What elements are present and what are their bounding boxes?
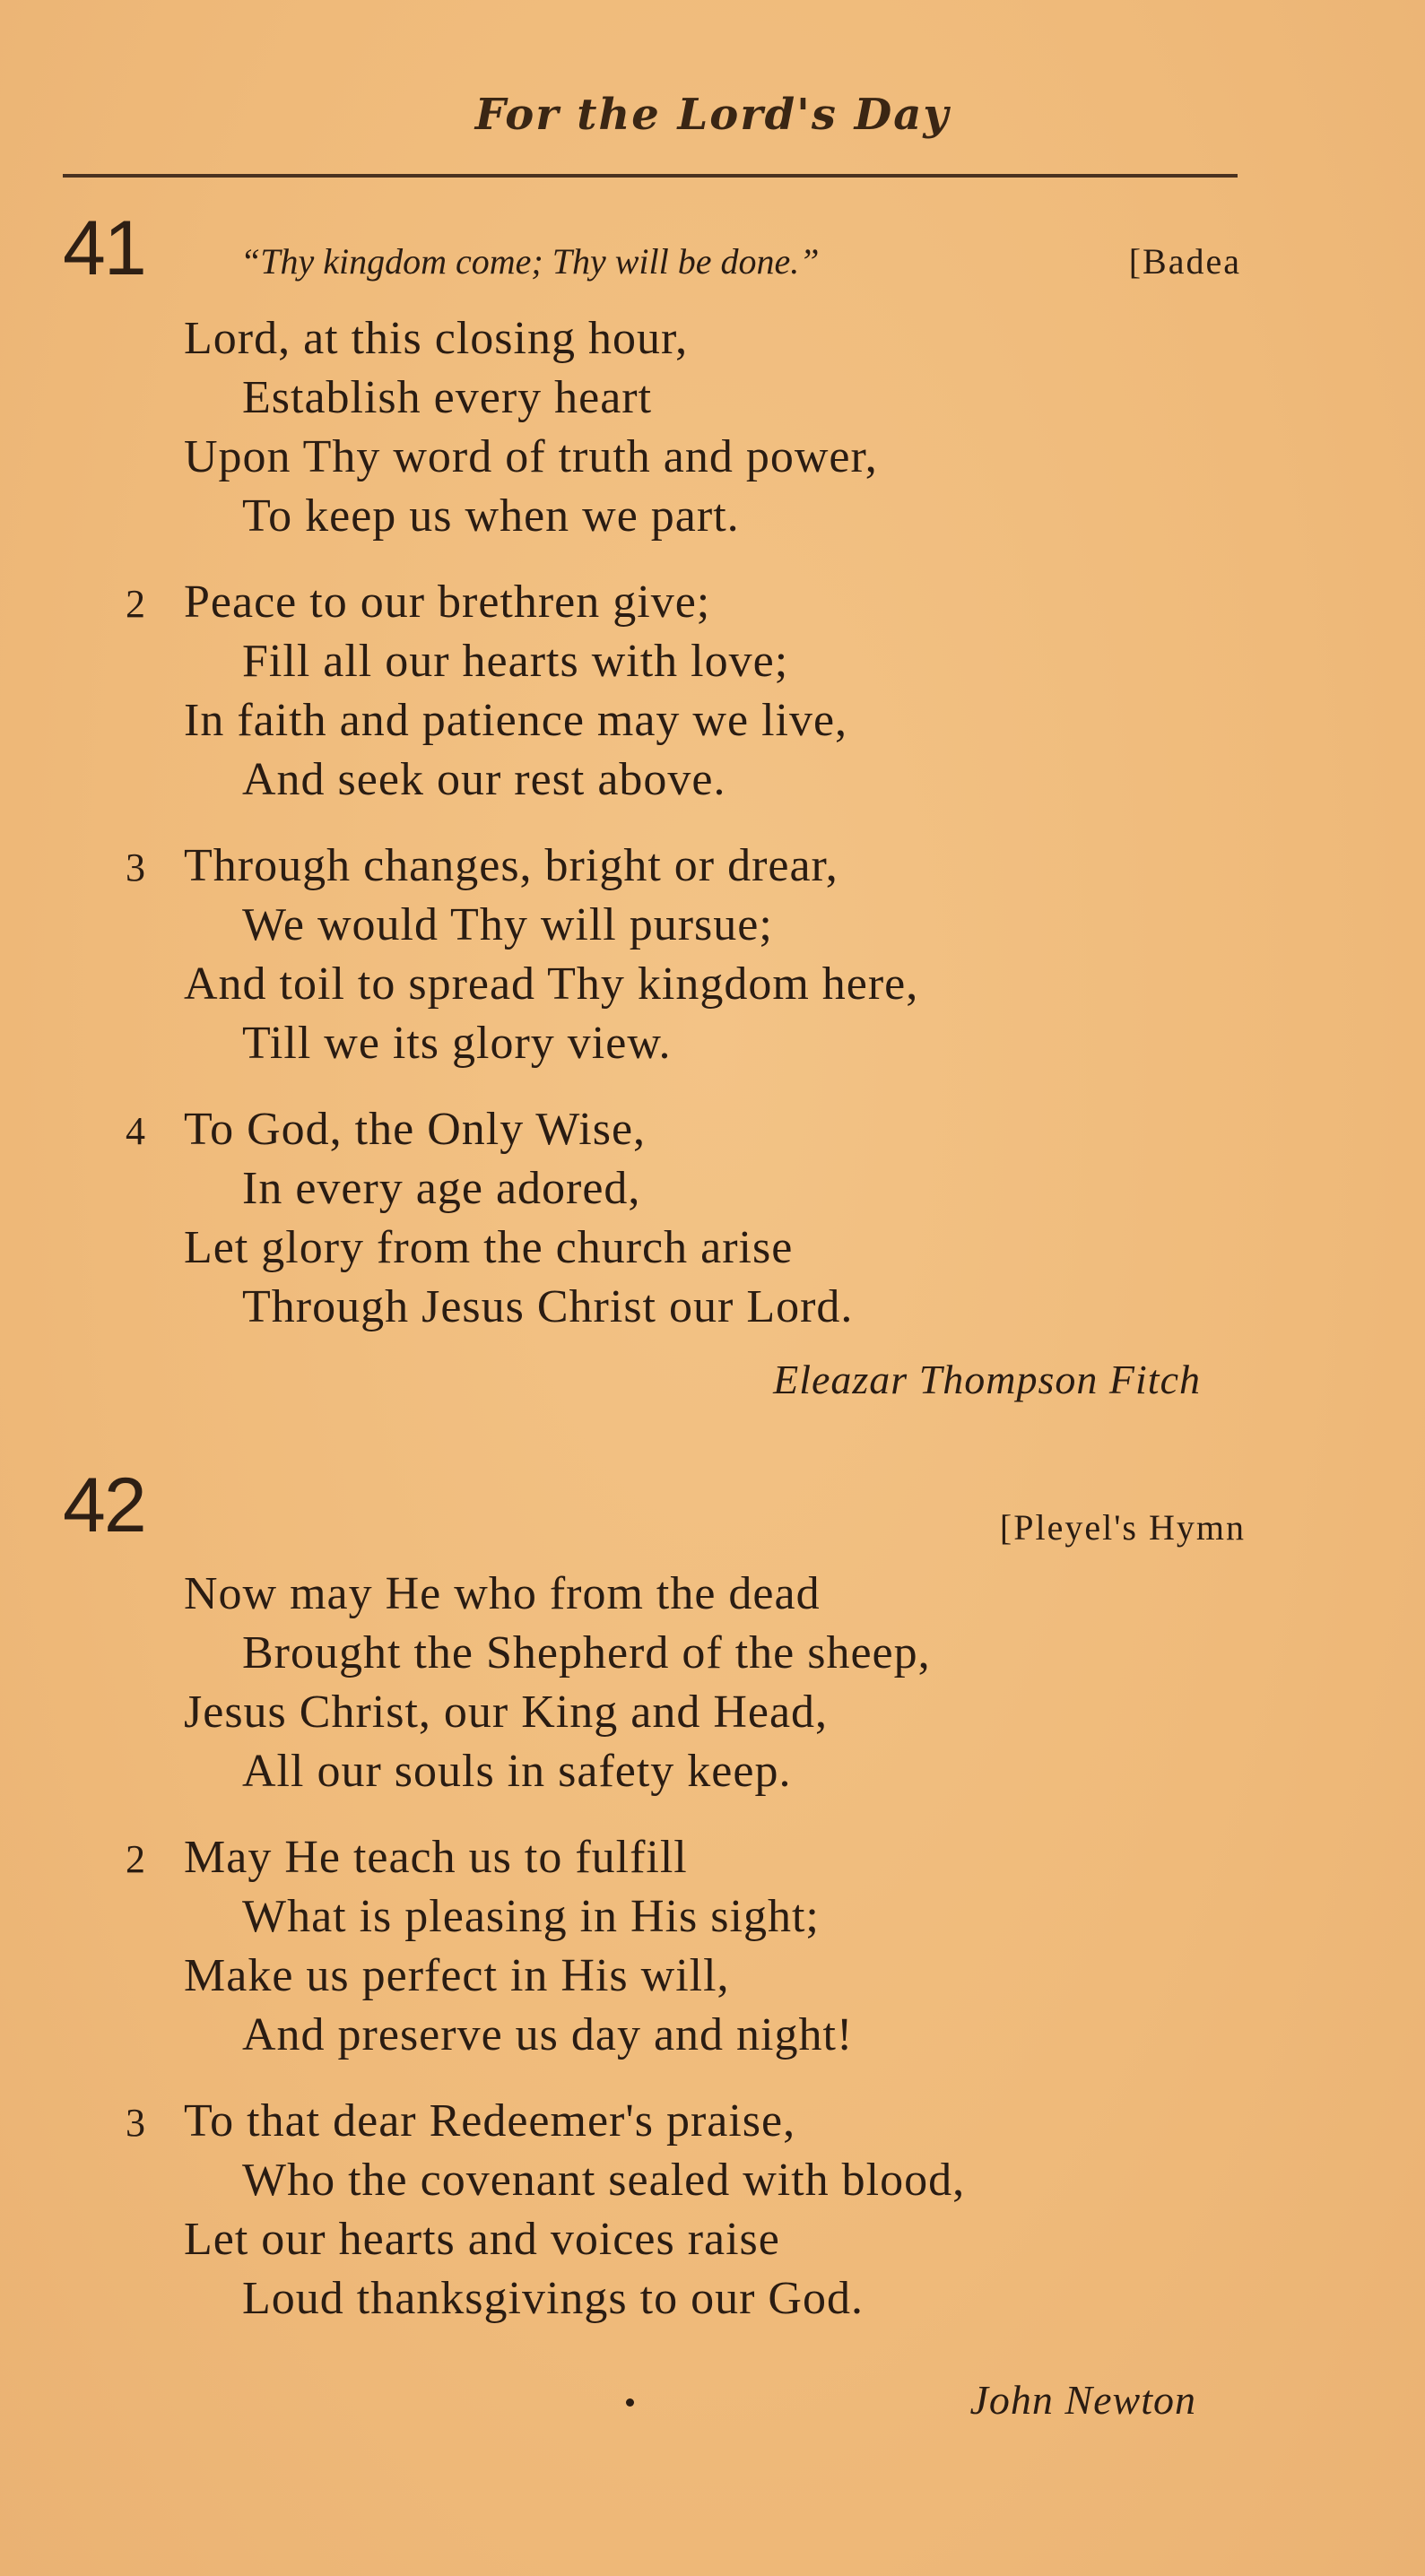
verse-line: All our souls in safety keep. — [242, 1746, 792, 1797]
printer-dot — [626, 2398, 634, 2407]
verse-line: And toil to spread Thy kingdom here, — [184, 958, 919, 1010]
hymn-author: Eleazar Thompson Fitch — [773, 1357, 1201, 1402]
verse-line: Through changes, bright or drear, — [184, 840, 838, 891]
verse-line: In faith and patience may we live, — [184, 695, 848, 746]
verse-line: What is pleasing in His sight; — [242, 1891, 820, 1942]
verse-line: Now may He who from the dead — [184, 1568, 821, 1619]
verse-line: To keep us when we part. — [242, 490, 740, 542]
verse-line: Loud thanksgivings to our God. — [242, 2273, 864, 2324]
verse-number: 3 — [126, 2101, 145, 2145]
verse-line: Who the covenant sealed with blood, — [242, 2155, 966, 2206]
verse-number: 3 — [126, 846, 145, 889]
verse-line: May He teach us to fulfill — [184, 1832, 688, 1883]
verse-line: And seek our rest above. — [242, 754, 726, 805]
header-rule — [63, 174, 1238, 178]
tune-name: [Badea — [1128, 241, 1241, 282]
running-header: For the Lord's Day — [474, 90, 951, 140]
verse-line: Jesus Christ, our King and Head, — [184, 1687, 829, 1738]
verse-line: We would Thy will pursue; — [242, 899, 773, 950]
hymn-author: John Newton — [969, 2377, 1196, 2423]
verse-line: Peace to our brethren give; — [184, 577, 711, 628]
verse-line: Lord, at this closing hour, — [184, 313, 689, 364]
verse-line: Make us perfect in His will, — [184, 1950, 730, 2001]
verse-line: Brought the Shepherd of the sheep, — [242, 1627, 931, 1678]
verse-line: Establish every heart — [242, 372, 653, 423]
hymn-number: 41 — [63, 205, 145, 291]
verse-line: Till we its glory view. — [242, 1018, 672, 1069]
tune-name: [Pleyel's Hymn — [999, 1507, 1246, 1548]
verse-line: Let our hearts and voices raise — [184, 2214, 780, 2265]
hymn-epigraph: “Thy kingdom come; Thy will be done.” — [240, 241, 820, 282]
verse-line: To that dear Redeemer's praise, — [184, 2095, 796, 2147]
verse-line: And preserve us day and night! — [242, 2009, 854, 2060]
hymn-number: 42 — [63, 1462, 145, 1548]
verse-number: 4 — [126, 1109, 145, 1153]
verse-line: Through Jesus Christ our Lord. — [242, 1281, 854, 1332]
verse-line: Upon Thy word of truth and power, — [184, 431, 878, 482]
verse-number: 2 — [126, 582, 145, 626]
verse-line: Let glory from the church arise — [184, 1222, 794, 1273]
verse-line: In every age adored, — [242, 1163, 641, 1214]
verse-line: To God, the Only Wise, — [184, 1104, 647, 1155]
verse-number: 2 — [126, 1837, 145, 1881]
verse-line: Fill all our hearts with love; — [242, 636, 789, 687]
